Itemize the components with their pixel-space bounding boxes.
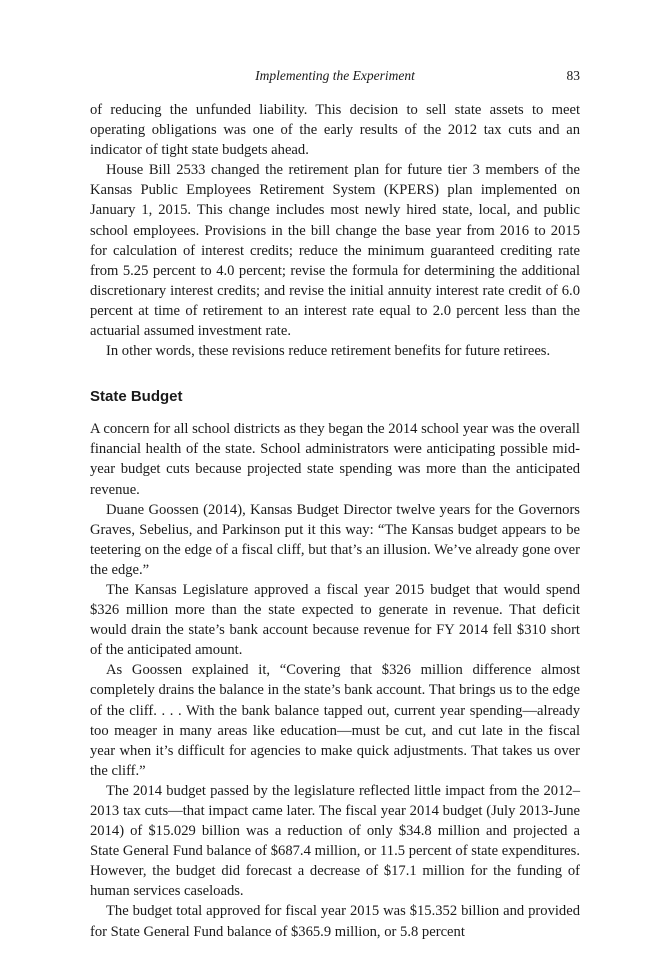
running-head: [90, 68, 580, 88]
paragraph: The 2014 budget passed by the legislature reflected little impact from the 2012–2013 tax cuts—that impact came later. The fiscal year 2014 budget (July 2013-June 2014) of $15.029 billion was a reduction of only $34.8 million and projected a State General Fund balance of $687.4 million, or 11.5 percent of state expenditures. However, the budget did forecast a decrease of $17.1 million for the funding of human services caseloads.: [90, 782, 580, 900]
paragraph: The budget total approved for fiscal year 2015 was $15.352 billion and provided for State General Fund balance of $365.9 million, or 5.8 percent: [90, 903, 580, 940]
running-title: Implementing the Experiment: [255, 68, 415, 83]
paragraph: The Kansas Legislature approved a fiscal year 2015 budget that would spend $326 million more than the state expected to generate in revenue. That deficit would drain the state’s bank account because revenue for FY 2014 fell $310 short of the anticipated amount.: [90, 581, 580, 659]
paragraph: of reducing the unfunded liability. This decision to sell state assets to meet operating obligations was one of the early results of the 2012 tax cuts and an indicator of tight state budgets ahead.: [90, 102, 580, 159]
paragraph: In other words, these revisions reduce retirement benefits for future retirees.: [106, 343, 551, 360]
paragraph: House Bill 2533 changed the retirement plan for future tier 3 members of the Kansas Public Employees Retirement System (KPERS) plan implemented on January 1, 2015. This change includes most newly hired state, local, and public school employees. Provisions in the bill change the base year from 2016 to 2015 for calculation of interest credits; reduce the minimum guaranteed crediting rate from 5.25 percent to 4.0 percent; revise the formula for determining the additional discretionary interest credits; and revise the initial annuity interest rate credit of 6.0 percent at time of retirement to an interest rate equal to 2.0 percent less than the actuarial assumed investment rate.: [90, 162, 580, 340]
page-number: 83: [566, 68, 580, 83]
section-heading: State Budget: [90, 388, 183, 406]
paragraph: A concern for all school districts as they began the 2014 school year was the overall financial health of the state. School administrators were anticipating possible mid-year budget cuts because projected state spending was more than the anticipated revenue.: [90, 421, 580, 498]
paragraph: Duane Goossen (2014), Kansas Budget Director twelve years for the Governors Graves, Sebelius, and Parkinson put it this way: “The Kansas budget appears to be teetering on the edge of a fiscal cliff, but that’s an illusion. We’ve already gone over the edge.”: [90, 501, 580, 578]
paragraph: As Goossen explained it, “Covering that $326 million difference almost completely drains the balance in the state’s bank account. That brings us to the edge of the cliff. . . . With the bank balance tapped out, current year spending—already too meager in many areas like education—must be cut, and cut late in the fiscal year when it’s difficult for agencies to make quick adjustments. That takes us over the cliff.”: [90, 662, 580, 779]
body-text: [90, 100, 580, 942]
